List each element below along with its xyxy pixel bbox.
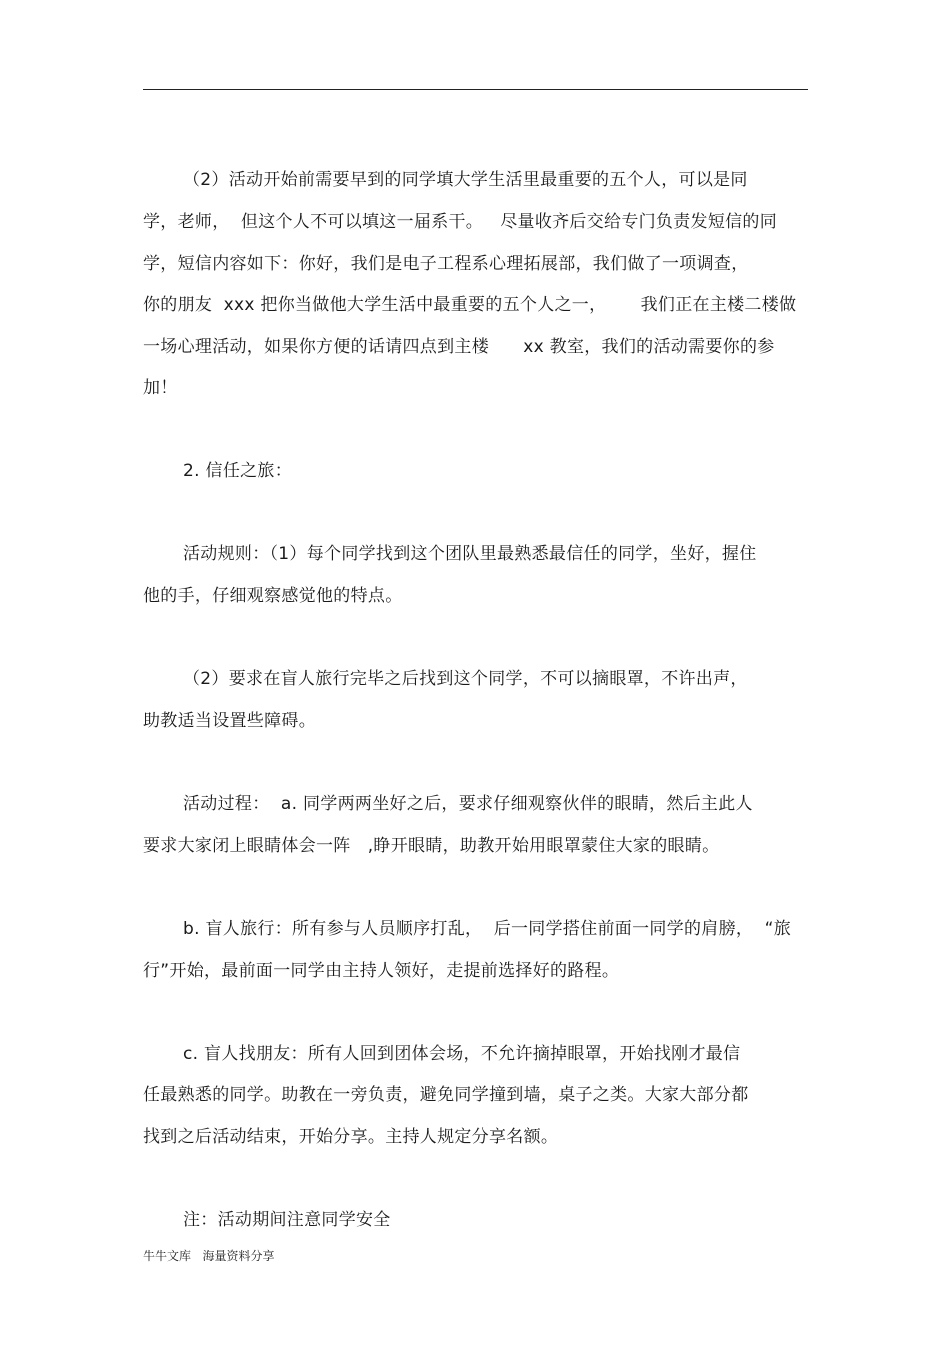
text-line: 行”开始，最前面一同学由主持人领好，走提前选择好的路程。 xyxy=(143,961,620,981)
text-line: 他的手，仔细观察感觉他的特点。 xyxy=(143,586,403,606)
text-line: 学，短信内容如下：你好，我们是电子工程系心理拓展部，我们做了一项调查， xyxy=(143,254,749,274)
text-line: （2）活动开始前需要早到的同学填大学生活里最重要的五个人，可以是同 xyxy=(183,170,748,190)
text-line: 学，老师， 但这个人不可以填这一届系干。 尽量收齐后交给专门负责发短信的同 xyxy=(143,212,778,232)
text-line: 活动规则：（1）每个同学找到这个团队里最熟悉最信任的同学，坐好，握住 xyxy=(183,544,757,564)
text-line: 任最熟悉的同学。助教在一旁负责，避免同学撞到墙，桌子之类。大家大部分都 xyxy=(143,1085,749,1105)
text-line: b. 盲人旅行：所有参与人员顺序打乱， 后一同学搭住前面一同学的肩膀， “旅 xyxy=(183,919,792,939)
text-line: （2）要求在盲人旅行完毕之后找到这个同学，不可以摘眼罩，不许出声， xyxy=(183,669,748,689)
text-line: 找到之后活动结束，开始分享。主持人规定分享名额。 xyxy=(143,1127,559,1147)
page-footer: 牛牛文库 海量资料分享 xyxy=(143,1249,275,1263)
section-heading: 2. 信任之旅： xyxy=(183,461,293,481)
text-line: 你的朋友 xxx 把你当做他大学生活中最重要的五个人之一， 我们正在主楼二楼做 xyxy=(143,295,797,315)
note-line: 注：活动期间注意同学安全 xyxy=(183,1210,391,1230)
text-line: 要求大家闭上眼睛体会一阵 ,睁开眼睛，助教开始用眼罩蒙住大家的眼睛。 xyxy=(143,836,720,856)
text-line: 助教适当设置些障碍。 xyxy=(143,711,316,731)
text-line: 一场心理活动，如果你方便的话请四点到主楼 xx 教室，我们的活动需要你的参 xyxy=(143,337,775,357)
text-line: 活动过程： a. 同学两两坐好之后，要求仔细观察伙伴的眼睛，然后主此人 xyxy=(183,794,753,814)
header-rule xyxy=(143,89,808,90)
text-line: 加！ xyxy=(143,378,178,398)
text-line: c. 盲人找朋友：所有人回到团体会场，不允许摘掉眼罩，开始找刚才最信 xyxy=(183,1044,741,1064)
